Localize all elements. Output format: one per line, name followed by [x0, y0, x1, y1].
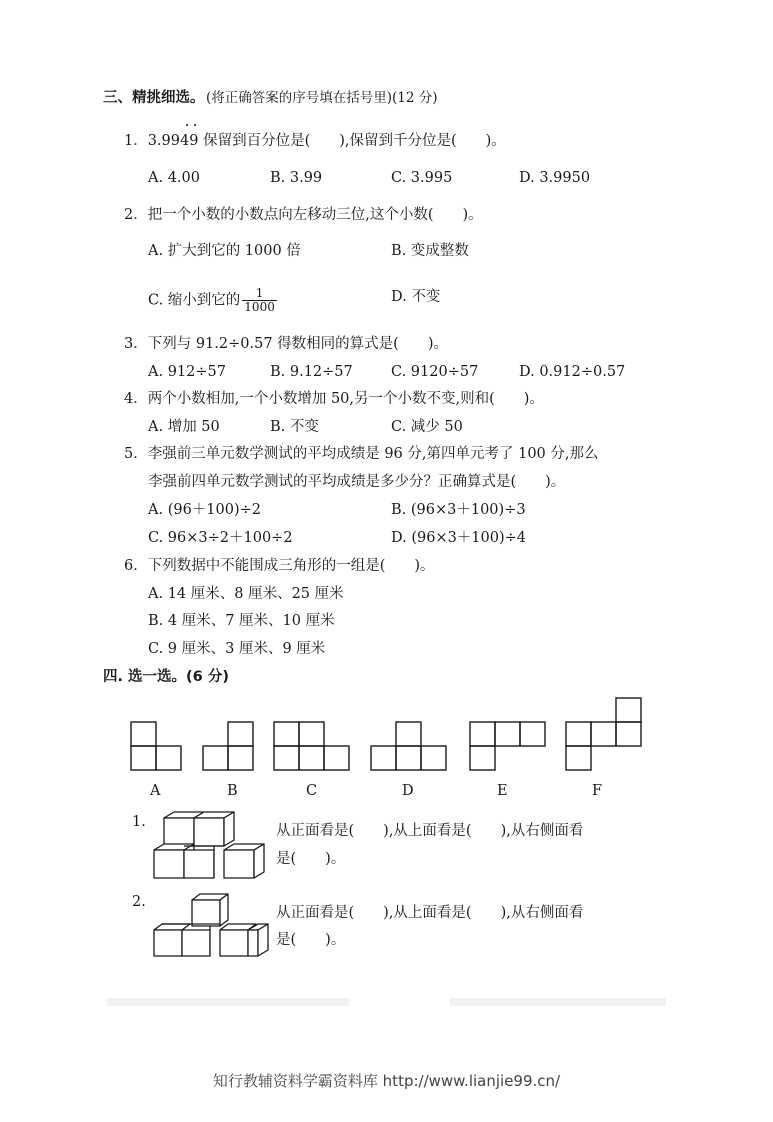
q5-stem-line2: 李强前四单元数学测试的平均成绩是多少分？正确算式是( )。 [148, 474, 566, 490]
q1-option-c: C. 3.995 [391, 170, 453, 186]
q5-stem-line1: 5．李强前三单元数学测试的平均成绩是 96 分,第四单元考了 100 分,那么 [124, 446, 599, 462]
q6-option-b: B. 4 厘米、7 厘米、10 厘米 [148, 613, 335, 629]
q5-option-c: C. 96×3÷2＋100÷2 [148, 530, 293, 546]
q6-option-a: A. 14 厘米、8 厘米、25 厘米 [148, 586, 344, 602]
section4-title: 四. 选一选。(6 分) [103, 669, 229, 685]
q2-option-b: B. 变成整数 [391, 243, 469, 259]
q2-option-a: A. 扩大到它的 1000 倍 [148, 243, 301, 259]
figure-label-a: A [150, 783, 161, 799]
q6-option-c: C. 9 厘米、3 厘米、9 厘米 [148, 641, 326, 657]
s4-q1-line1: 从正面看是( ),从上面看是( ),从右侧面看 [276, 823, 584, 839]
q1-option-b: B. 3.99 [270, 170, 323, 186]
fraction [242, 287, 277, 314]
q3-option-c: C. 9120÷57 [391, 364, 479, 380]
q2-option-c-text: C. 缩小到它的 [148, 292, 241, 309]
figure-e [470, 722, 545, 770]
fraction-denominator: 1000 [244, 300, 275, 314]
q3-option-a: A. 912÷57 [148, 364, 226, 380]
s4-q2-number: 2. [132, 894, 146, 910]
figure-b [203, 722, 253, 770]
section3-title: 三、精挑细选。 [103, 90, 205, 106]
q6-stem: 6．下列数据中不能围成三角形的一组是( )。 [124, 558, 435, 574]
s4-q2-line1: 从正面看是( ),从上面看是( ),从右侧面看 [276, 905, 584, 921]
q2-stem: 2．把一个小数的小数点向左移动三位,这个小数( )。 [124, 207, 483, 223]
scan-artifact [450, 998, 666, 1006]
figure-label-f: F [592, 783, 603, 799]
figure-label-e: E [497, 783, 508, 799]
section3-instruction: (将正确答案的序号填在括号里)(12 分) [206, 90, 438, 106]
figure-c [274, 722, 349, 770]
figure-label-b: B [227, 783, 238, 799]
q2-option-c [148, 287, 277, 314]
cube-stack-1 [150, 810, 290, 880]
q5-option-a: A. (96＋100)÷2 [148, 502, 262, 518]
view-figures [0, 690, 773, 790]
footer-watermark: 知行教辅资料学霸资料库 http://www.lianjie99.cn/ [212, 1072, 561, 1090]
figure-label-c: C [306, 783, 318, 799]
figure-f [566, 698, 641, 770]
q4-option-c: C. 减少 50 [391, 419, 463, 435]
fraction-numerator: 1 [242, 287, 277, 301]
emphasis-dot [194, 124, 196, 126]
q5-option-d: D. (96×3＋100)÷4 [391, 530, 527, 546]
q4-option-a: A. 增加 50 [148, 419, 220, 435]
figure-label-d: D [402, 783, 414, 799]
emphasis-dot [186, 124, 188, 126]
figure-d [371, 722, 446, 770]
s4-q2-line2: 是( )。 [276, 932, 346, 948]
scan-artifact [107, 998, 349, 1006]
cube-stack-2 [150, 890, 290, 960]
q3-option-d: D. 0.912÷0.57 [519, 364, 626, 380]
q3-option-b: B. 9.12÷57 [270, 364, 353, 380]
q1-option-a: A. 4.00 [148, 170, 200, 186]
s4-q1-line2: 是( )。 [276, 851, 346, 867]
q1-option-d: D. 3.9950 [519, 170, 591, 186]
q2-option-d: D. 不变 [391, 289, 441, 305]
q4-option-b: B. 不变 [270, 419, 319, 435]
figure-a [131, 722, 181, 770]
s4-q1-number: 1. [132, 814, 146, 830]
q1-stem: 1．3.9949 保留到百分位是( ),保留到千分位是( )。 [124, 133, 506, 149]
q5-option-b: B. (96×3＋100)÷3 [391, 502, 526, 518]
q3-stem: 3．下列与 91.2÷0.57 得数相同的算式是( )。 [124, 336, 448, 352]
q4-stem: 4．两个小数相加,一个小数增加 50,另一个小数不变,则和( )。 [124, 391, 544, 407]
